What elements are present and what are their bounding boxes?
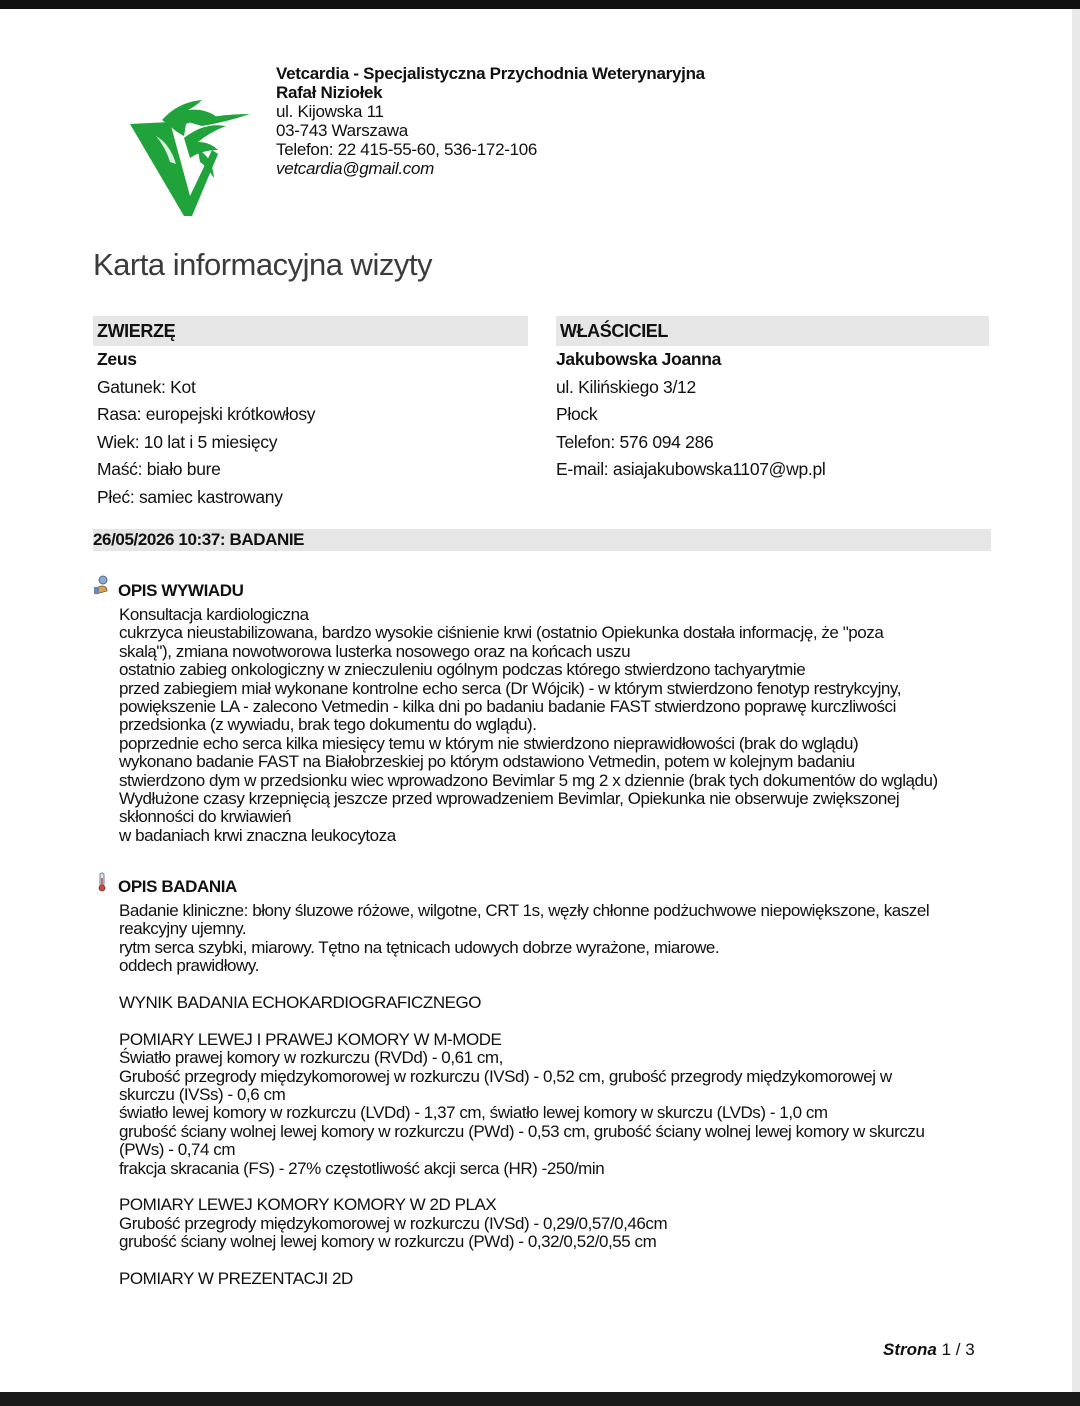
page-current: 1 [941,1340,952,1359]
interview-body [119,606,999,845]
clinic-header [276,64,705,178]
animal-info [97,346,315,511]
animal-species: Gatunek: Kot [97,376,196,397]
page-total: / 3 [955,1340,975,1359]
exam-line: Grubość przegrody międzykomorowej w rozkurczu (IVSd) - 0,52 cm, grubość przegrody międzykomorowej w [119,1066,892,1086]
interview-line: w badaniach krwi znaczna leukocytoza [119,825,396,845]
exam-line [119,1012,999,1030]
vetcardia-logo [126,92,262,218]
interview-line: wykonano badanie FAST na Białobrzeskiej po którym odstawiono Vetmedin, potem w kolejnym badaniu [119,752,855,772]
page-label: Strona [883,1340,937,1359]
person-icon [93,575,109,595]
exam-line: rytm serca szybki, miarowy. Tętno na tętnicach udowych dobrze wyrażone, miarowe. [119,937,720,957]
exam-line: Badanie kliniczne: błony śluzowe różowe, wilgotne, CRT 1s, węzły chłonne podżuchwowe niepowiększone, kaszel [119,901,930,920]
interview-line: cukrzyca nieustabilizowana, bardzo wysokie ciśnienie krwi (ostatnio Opiekunka dostała informację, że "poza [119,623,884,643]
owner-email: E-mail: asiajakubowska1107@wp.pl [556,459,826,479]
owner-info [556,346,826,484]
exam-line: (PWs) - 0,74 cm [119,1140,236,1160]
clinic-phone: Telefon: 22 415-55-60, 536-172-106 [276,140,538,159]
animal-sex: Płeć: samiec kastrowany [97,486,283,507]
interview-line: przedsionka (z wywiadu, brak tego dokumentu do wglądu). [119,715,537,735]
exam-line: reakcyjny ujemny. [119,919,247,939]
interview-line: poprzednie echo serca kilka miesięcy temu w którym nie stwierdzono nieprawidłowości (brak do wglądu) [119,733,859,753]
interview-line: skalą"), zmiana nowotworowa lusterka nosowego oraz na końcach uszu [119,641,631,661]
page-edge [1072,9,1080,1392]
clinic-city: 03-743 Warszawa [276,121,408,140]
thermometer-icon [97,872,107,892]
exam-line: grubość ściany wolnej lewej komory w rozkurczu (PWd) - 0,32/0,52/0,55 cm [119,1232,657,1252]
interview-line: ostatnio zabieg onkologiczny w znieczuleniu ogólnym podczas którego stwierdzono tachyarytmie [119,660,806,680]
top-bar [0,0,1080,9]
animal-name: Zeus [97,349,137,369]
interview-line: powiększenie LA - zalecono Vetmedin - kilka dni po badaniu badanie FAST stwierdzono poprawę kurczliwości [119,697,896,717]
owner-section-header: WŁAŚCICIEL [556,316,989,346]
exam-line: frakcja skracania (FS) - 27% częstotliwość akcji serca (HR) -250/min [119,1158,605,1178]
animal-section-header: ZWIERZĘ [93,316,528,346]
interview-header: OPIS WYWIADU [118,581,244,600]
exam-line: grubość ściany wolnej lewej komory w rozkurczu (PWd) - 0,53 cm, grubość ściany wolnej lewej komory w skurczu [119,1121,925,1141]
exam-line: POMIARY LEWEJ KOMORY KOMORY W 2D PLAX [119,1195,497,1215]
exam-line: oddech prawidłowy. [119,956,259,976]
exam-line: skurczu (IVSs) - 0,6 cm [119,1085,286,1105]
exam-line: POMIARY W PREZENTACJI 2D [119,1269,353,1289]
exam-line: Grubość przegrody międzykomorowej w rozkurczu (IVSd) - 0,29/0,57/0,46cm [119,1213,668,1233]
exam-line [119,1252,999,1270]
animal-breed: Rasa: europejski krótkowłosy [97,404,316,424]
owner-name: Jakubowska Joanna [556,349,722,369]
exam-line: POMIARY LEWEJ I PRAWEJ KOMORY W M-MODE [119,1029,502,1049]
animal-coat: Maść: biało bure [97,459,221,479]
bottom-bar [0,1392,1080,1406]
interview-line: przed zabiegiem miał wykonane kontrolne echo serca (Dr Wójcik) - w którym stwierdzono fenotyp restrykcyjny, [119,678,901,698]
exam-line: WYNIK BADANIA ECHOKARDIOGRAFICZNEGO [119,993,482,1013]
interview-line: Konsultacja kardiologiczna [119,605,309,624]
visit-header: 26/05/2026 10:37: BADANIE [93,529,991,551]
interview-line: skłonności do krwiawień [119,807,292,827]
clinic-doctor: Rafał Niziołek [276,83,383,102]
owner-city: Płock [556,404,598,424]
clinic-name: Vetcardia - Specjalistyczna Przychodnia Weterynaryjna [276,64,705,83]
exam-body [119,902,999,1288]
exam-line: światło lewej komory w rozkurczu (LVDd) - 1,37 cm, światło lewej komory w skurczu (LVDs) - 1,0 cm [119,1103,828,1123]
exam-header: OPIS BADANIA [118,877,237,896]
interview-line: Wydłużone czasy krzepnięcią jeszcze przed wprowadzeniem Bevimlar, Opiekunka nie obserwuje zwiększonej [119,789,900,809]
interview-line: stwierdzono dym w przedsionku wiec wprowadzono Bevimlar 5 mg 2 x dziennie (brak tych dokumentów do wglądu) [119,770,938,790]
clinic-street: ul. Kijowska 11 [276,102,384,121]
owner-street: ul. Kilińskiego 3/12 [556,376,696,397]
clinic-email: vetcardia@gmail.com [276,159,434,178]
page-indicator [883,1340,975,1360]
exam-line: Światło prawej komory w rozkurczu (RVDd) - 0,61 cm, [119,1048,503,1068]
owner-phone: Telefon: 576 094 286 [556,431,714,452]
exam-line [119,976,999,994]
exam-line [119,1178,999,1196]
document-title: Karta informacyjna wizyty [93,247,432,282]
animal-age: Wiek: 10 lat i 5 miesięcy [97,431,278,452]
